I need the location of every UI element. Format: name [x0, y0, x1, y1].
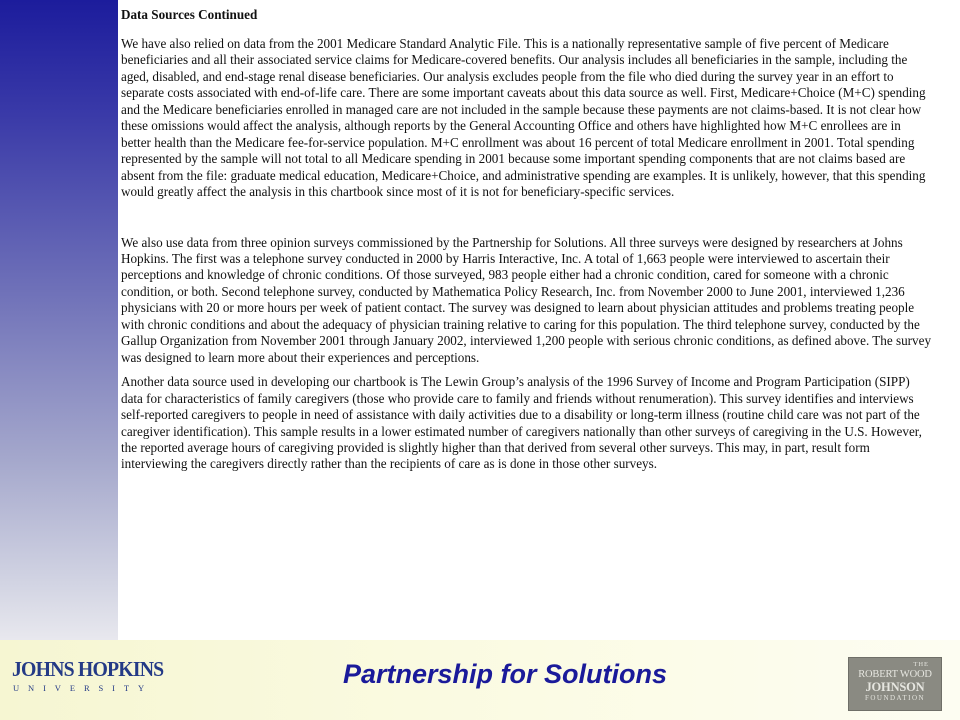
paragraph-caregiver-data: Another data source used in developing our chartbook is The Lewin Group’s analysis of the 1996 Survey of Income and Program Participation (SIPP) data for characteristics of family caregivers (those who provide care to family and friends without renumeration). This survey identifies and interviews self-reported caregivers to people in need of assistance with daily activities due to a disability or long-term illness (routine child care was not part of the caregiver identification). This sample results in a lower estimated number of caregivers nationally than other surveys of caregiving in the U.S. However, the reported average hours of caregiving provided is slightly higher than that derived from several other surveys. This may, in part, result form interviewing the caregivers directly rather than the recipients of care as is done in those other surveys. — [121, 374, 922, 472]
paragraph-opinion-surveys: We also use data from three opinion surveys commissioned by the Partnership for Solutions. All three surveys were designed by researchers at Johns Hopkins. The first was a telephone survey conducted in 2000 by Harris Interactive, Inc. A total of 1,663 people were interviewed to ascertain their perceptions and knowledge of chronic conditions. Of those surveyed, 983 people either had a chronic condition, cared for someone with a chronic condition, or both. Second telephone survey, conducted by Mathematica Policy Research, Inc. from November 2000 to June 2001, interviewed 1,236 physicians with 20 or more hours per week of patient contact. The survey was designed to learn about physician attitudes and problems treating people with chronic conditions and about the adequacy of physician training relative to caring for this population. The third telephone survey, conducted by the Gallup Organization from November 2001 through January 2002, interviewed 1,200 people with serious chronic conditions, as defined above. The survey was designed to learn more about their experiences and perceptions. — [121, 234, 932, 365]
footer-title: Partnership for Solutions — [342, 659, 668, 689]
page-heading: Data Sources Continued — [121, 7, 258, 22]
rwjf-logo-line-1: ROBERT WOOD — [858, 669, 932, 680]
rwjf-logo-line-2: JOHNSON — [865, 680, 925, 694]
sidebar-gradient-band — [0, 0, 118, 640]
rwjf-logo-the: THE — [913, 661, 929, 668]
rwjf-logo-line-3: FOUNDATION — [864, 694, 926, 702]
document-body — [121, 6, 933, 638]
rwjf-logo — [848, 657, 942, 711]
johns-hopkins-logo — [12, 657, 164, 695]
johns-hopkins-logo-subtitle: UNIVERSITY — [13, 683, 153, 693]
paragraph-medicare-data: We have also relied on data from the 2001 Medicare Standard Analytic File. This is a nationally representative sample of five percent of Medicare beneficiaries and all their associated service claims for Medicare-covered benefits. Our analysis includes all beneficiaries in the sample, including the aged, disabled, and end-stage renal disease beneficiaries. Our analysis excludes people from the file who died during the survey year in an effort to separate costs associated with end-of-life care. There are some important caveats about this data source as well. First, Medicare+Choice (M+C) spending and the Medicare beneficiaries enrolled in managed care are not included in the sample because these payments are not claims-based. It is not clear how these omissions would affect the analysis, although reports by the General Accounting Office and others have highlighted how M+C enrollees are in better health than the Medicare fee-for-service population. M+C enrollment was about 16 percent of total Medicare enrollment in 2001. Total spending represented by the sample will not total to all Medicare spending in 2001 because some important spending components that are not claims based are absent from the file: graduate medical education, Medicare+Choice, and administrative spending are examples. It is unlikely, however, that this spending would greatly affect the analysis in this chartbook since most of it is not for beneficiary-specific services. — [121, 36, 926, 200]
johns-hopkins-logo-name: JOHNS HOPKINS — [12, 657, 164, 681]
